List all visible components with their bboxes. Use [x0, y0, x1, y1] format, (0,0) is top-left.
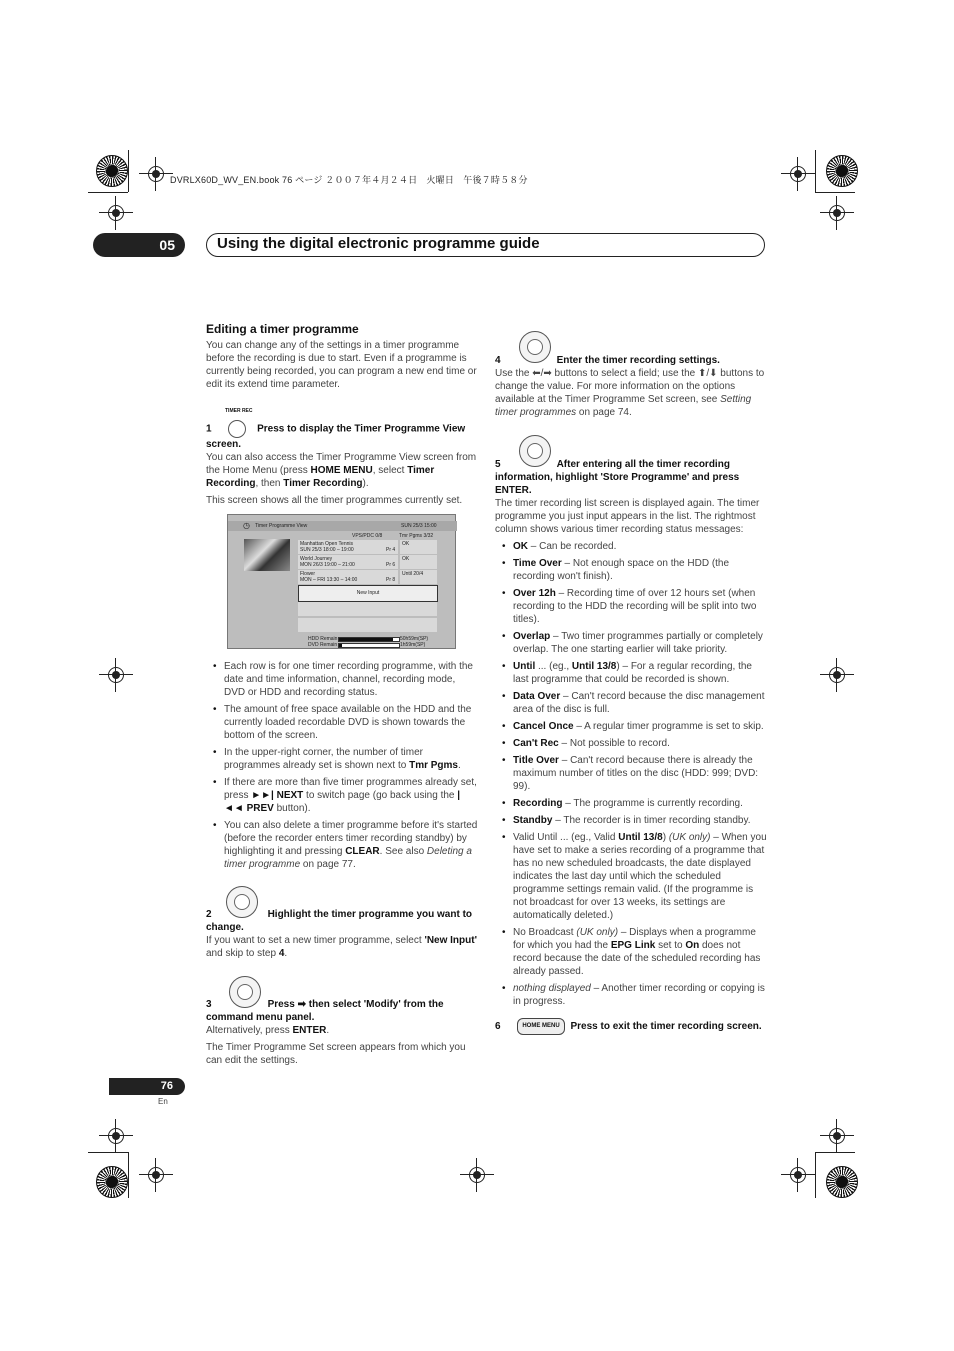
- crosshair-mark-bl2: [145, 1164, 167, 1186]
- status-list: [495, 540, 767, 1008]
- status-desc: – The programme is currently recording.: [562, 798, 743, 809]
- status-desc: ... (eg.,: [535, 661, 572, 672]
- key-term: EPG Link: [610, 940, 656, 951]
- step-3: [206, 998, 478, 1067]
- text: – Displays when a programme for which you had the: [513, 927, 756, 951]
- page-number: 76: [109, 1078, 185, 1095]
- step-number: 5: [495, 459, 501, 470]
- status-term: Cancel Once: [513, 721, 574, 732]
- row-channel: Pr 4: [386, 547, 396, 553]
- crosshair-mark-tr2: [826, 202, 848, 224]
- text: on page 74.: [576, 407, 632, 418]
- list-item: [495, 982, 767, 1008]
- home-menu-button-icon: HOME MENU: [517, 1018, 564, 1035]
- row-time: SUN 25/3 18:00 – 19:00: [300, 547, 354, 553]
- text: If there are more than five timer programmes already set, press: [224, 777, 477, 801]
- step-number: 1: [206, 423, 212, 435]
- text: , then: [255, 478, 284, 489]
- crop-line: [128, 1152, 129, 1198]
- status-term: Over 12h: [513, 588, 556, 599]
- step-2: [206, 908, 478, 960]
- key-term: |◄◄ PREV: [224, 790, 461, 814]
- list-item: [495, 587, 767, 626]
- chapter-number-tab: 05: [93, 233, 185, 257]
- text: .: [284, 948, 288, 959]
- step-heading: After entering all the timer recording information, highlight 'Store Programme' and press ENTER.: [495, 459, 740, 496]
- key-term: Tmr Pgms: [409, 760, 458, 771]
- row-status: OK: [402, 541, 410, 547]
- row-status: Until 20/4: [402, 571, 424, 577]
- status-desc: – Can be recorded.: [528, 541, 617, 552]
- registration-sunburst-top-left: [96, 155, 128, 187]
- left-column-lower: [206, 660, 478, 875]
- row-status: OK: [402, 556, 410, 562]
- step-1-note: This screen shows all the timer programmes currently set.: [206, 495, 463, 506]
- key-term: On: [685, 940, 700, 951]
- text: set to: [655, 940, 686, 951]
- crosshair-mark-mr: [826, 664, 848, 686]
- text: In the upper-right corner, the number of timer programmes already set is shown next to: [224, 747, 423, 771]
- clock-icon: ◷: [243, 521, 250, 530]
- text: – When you have set to make a series recording of a programme that has no new scheduled broadcasts, the date displayed indicates the last day until which the scheduled programme settings remain valid. (If the programme is not broadcast for over 13 weeks, its settings are automatically deleted.): [513, 832, 767, 921]
- status-desc: – Two timer programmes partially or completely overlap. The one starting earlier will take priority.: [513, 631, 763, 655]
- text: does not record because the date of the scheduled recording has already passed.: [513, 940, 761, 977]
- dvd-remain-value: 1h59m(SP): [400, 642, 426, 648]
- status-desc: – Not enough space on the HDD (the recording won't finish).: [513, 558, 730, 582]
- text: .: [458, 760, 461, 771]
- row-name: Flower: [300, 571, 316, 577]
- crop-line: [128, 150, 129, 192]
- crosshair-mark-br2: [787, 1164, 809, 1186]
- status-term: Standby: [513, 815, 553, 826]
- text: If you want to set a new timer programme, select: [206, 935, 425, 946]
- list-item: [206, 746, 478, 772]
- list-item: [495, 630, 767, 656]
- list-item: [495, 814, 767, 827]
- step-number: 3: [206, 999, 212, 1010]
- list-item: [495, 720, 767, 733]
- status-desc: – Recording time of over 12 hours set (when recording to the HDD the recording will be split into two titles).: [513, 588, 757, 625]
- book-file-header: DVRLX60D_WV_EN.book 76 ページ ２００７年４月２４日 火曜日 午後７時５８分: [170, 175, 528, 185]
- status-desc: ) – For a regular recording, the last programme that could be recorded is shown.: [513, 661, 752, 685]
- cross-reference: Setting timer programmes: [495, 394, 752, 418]
- step-3-note: The Timer Programme Set screen appears from which you can edit the settings.: [206, 1042, 466, 1066]
- chapter-title: Using the digital electronic programme guide: [217, 235, 540, 252]
- step-5-body: The timer recording list screen is displayed again. The timer programme you just input appears in the list. The rightmost column shows various timer recording status messages:: [495, 498, 760, 535]
- text: No Broadcast: [513, 927, 577, 938]
- status-desc: – Can't record because the disc management area of the disc is full.: [513, 691, 765, 715]
- status-term: OK: [513, 541, 528, 552]
- screen-notes-list: [206, 660, 478, 871]
- row-channel: Pr 8: [386, 577, 396, 583]
- text: , select: [372, 465, 408, 476]
- list-item: [495, 754, 767, 793]
- text: You can also delete a timer programme before it's started (before the recorder enters timer recording standby) by highlighting it and pressing: [224, 820, 478, 857]
- region-note: (UK only): [668, 832, 711, 843]
- step-heading: Press to display the Timer Programme View screen.: [206, 423, 466, 450]
- status-term: Title Over: [513, 755, 559, 766]
- row-time: MON – FRI 13:30 – 14:00: [300, 577, 358, 583]
- list-item: [495, 737, 767, 750]
- registration-sunburst-bottom-right: [826, 1166, 858, 1198]
- text: ): [662, 832, 669, 843]
- key-term: 4: [278, 948, 285, 959]
- key-term: HOME MENU: [310, 465, 373, 476]
- cross-reference: Deleting a timer programme: [224, 846, 472, 870]
- timer-rec-button-label: TIMER REC: [225, 408, 253, 414]
- crop-line: [88, 1152, 128, 1153]
- step-1-body: [206, 451, 478, 490]
- row-name: Manhattan Open Tennis: [300, 541, 354, 547]
- key-term: ENTER: [292, 1025, 327, 1036]
- step-6: [495, 1018, 767, 1035]
- crop-line: [815, 150, 816, 192]
- step-heading: Highlight the timer programme you want to change.: [206, 909, 473, 933]
- text: Alternatively, press: [206, 1025, 293, 1036]
- left-column: [206, 323, 478, 507]
- dvd-remain-label: DVD Remain: [308, 642, 338, 648]
- status-term: Can't Rec: [513, 738, 559, 749]
- row-name: World Journey: [300, 556, 333, 562]
- status-desc: – Not possible to record.: [558, 738, 670, 749]
- key-term: Timer Recording: [206, 465, 435, 489]
- list-item: [495, 797, 767, 810]
- text: button).: [273, 803, 311, 814]
- registration-sunburst-top-right: [826, 155, 858, 187]
- step-heading: Press to exit the timer recording screen.: [570, 1021, 762, 1033]
- list-item: • Each row is for one timer recording programme, with the date and time information, channel, recording mode, DVD or HDD and recording status.: [206, 660, 478, 699]
- crosshair-mark-ml: [105, 664, 127, 686]
- list-item: [495, 926, 767, 978]
- crosshair-mark-tl1: [145, 163, 167, 185]
- list-item: [206, 776, 478, 815]
- crop-line: [815, 192, 855, 193]
- text: and skip to step: [206, 948, 279, 959]
- programme-thumbnail: [244, 539, 290, 571]
- hdd-remain-label: HDD Remain: [308, 636, 338, 642]
- list-item: [495, 831, 767, 922]
- step-number: 4: [495, 355, 501, 366]
- crop-line: [815, 1152, 816, 1198]
- intro-paragraph: You can change any of the settings in a timer programme before the recording is due to start. Even if a programme is currently being recorded, you can program a new end time or edit its extend time parameter.: [206, 340, 477, 390]
- row-channel: Pr 6: [386, 562, 396, 568]
- status-desc: – Can't record because there is already the maximum number of titles on the disc (HDD: 999; DVD: 99).: [513, 755, 759, 792]
- empty-row: [298, 602, 437, 616]
- timer-rec-button-icon: [228, 420, 246, 438]
- text: You can also access the Timer Programme View screen from the Home Menu (press: [206, 452, 477, 476]
- hdd-remain-bar: [338, 637, 400, 642]
- page-language: En: [158, 1097, 168, 1106]
- step-4: [495, 354, 767, 419]
- dvd-remain-bar: [338, 643, 400, 648]
- text: Use the ⬅/➡ buttons to select a field; use the ⬆/⬇ buttons to change the value. For more information on the options available at the Timer Programme Set screen, see: [495, 368, 765, 405]
- text: ).: [362, 478, 369, 489]
- text: on page 77.: [300, 859, 356, 870]
- key-term: 'New Input': [424, 935, 477, 946]
- crop-line: [88, 192, 128, 193]
- status-term: Until 13/8: [571, 661, 617, 672]
- status-term: Until 13/8: [618, 832, 663, 843]
- timer-programme-view-screen: [227, 514, 456, 649]
- list-item: [206, 819, 478, 871]
- crosshair-mark-bl1: [105, 1125, 127, 1147]
- new-input-row[interactable]: New Input: [298, 585, 438, 602]
- step-heading: Press ➡ then select 'Modify' from the command menu panel.: [206, 999, 444, 1023]
- crosshair-mark-tl2: [105, 202, 127, 224]
- screen-datetime: SUN 25/3 15:00: [401, 523, 437, 529]
- empty-row: [298, 618, 437, 632]
- crop-line: [815, 1152, 855, 1153]
- status-term: nothing displayed: [513, 983, 591, 994]
- crosshair-mark-bc: [466, 1164, 488, 1186]
- text: to switch page (go back using the: [303, 790, 458, 801]
- list-item: • The amount of free space available on the HDD and the currently loaded recordable DVD is shown towards the bottom of the screen.: [206, 703, 478, 742]
- list-item: [495, 540, 767, 553]
- status-term: Time Over: [513, 558, 562, 569]
- key-term: Timer Recording: [283, 478, 363, 489]
- status-desc: – A regular timer programme is set to skip.: [573, 721, 764, 732]
- key-term: ►►| NEXT: [251, 790, 304, 801]
- text: – Another timer recording or copying is in progress.: [513, 983, 765, 1007]
- step-number: 2: [206, 909, 212, 920]
- status-term: Until: [513, 661, 536, 672]
- screen-title: Timer Programme View: [255, 523, 308, 529]
- row-time: MON 26/3 19:00 – 21:00: [300, 562, 355, 568]
- crosshair-mark-tr1: [787, 163, 809, 185]
- region-note: (UK only): [576, 927, 619, 938]
- registration-sunburst-bottom-left: [96, 1166, 128, 1198]
- step-heading: Enter the timer recording settings.: [556, 355, 720, 366]
- status-term: Data Over: [513, 691, 561, 702]
- step-number: 6: [495, 1021, 501, 1033]
- step-1: [206, 420, 478, 451]
- text: Valid Until ... (eg., Valid: [513, 832, 619, 843]
- screen-vps: VPS/PDC 0/8: [352, 533, 383, 539]
- list-item: [495, 557, 767, 583]
- text: . See also: [379, 846, 427, 857]
- section-heading: Editing a timer programme: [206, 322, 359, 336]
- screen-tmr-pgms: Tmr Pgms 3/32: [399, 533, 434, 539]
- key-term: CLEAR: [345, 846, 380, 857]
- crosshair-mark-br1: [826, 1125, 848, 1147]
- status-desc: – The recorder is in timer recording standby.: [552, 815, 751, 826]
- step-5: [495, 458, 767, 1035]
- text: .: [326, 1025, 330, 1036]
- hdd-remain-value: 50h59m(SP): [400, 636, 429, 642]
- status-term: Overlap: [513, 631, 551, 642]
- list-item: [495, 690, 767, 716]
- list-item: [495, 660, 767, 686]
- status-term: Recording: [513, 798, 563, 809]
